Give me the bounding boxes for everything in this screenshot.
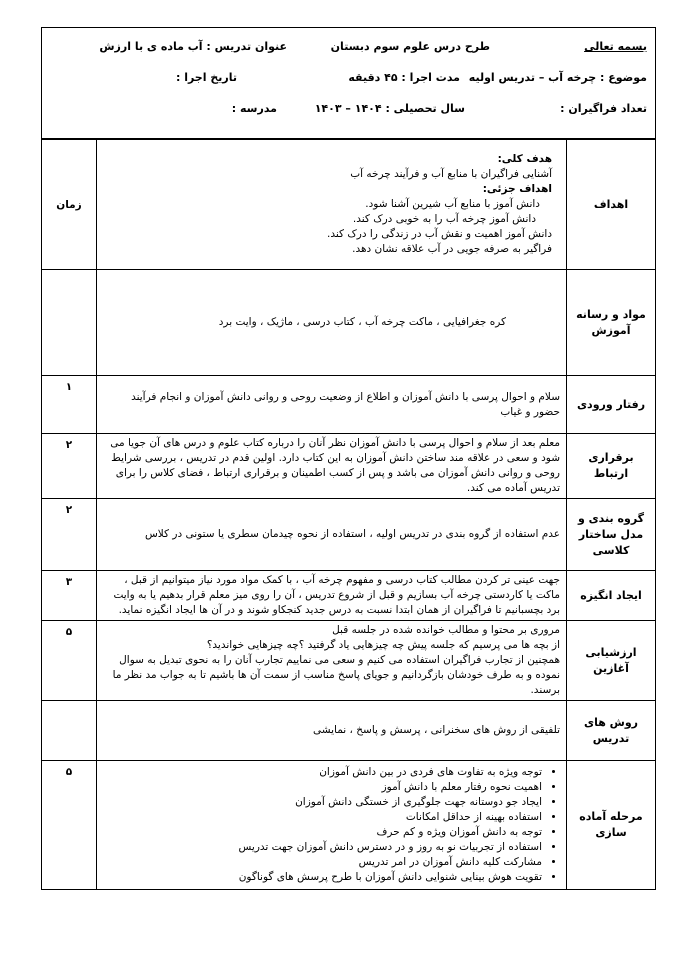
time-header: زمان (42, 140, 97, 270)
lesson-plan-frame (41, 27, 656, 890)
row-label: برقراری ارتباط (567, 434, 656, 499)
row-label: روش های تدریس (567, 701, 656, 761)
list-item: • توجه به دانش آموزان ویژه و کم حرف (103, 825, 542, 840)
table-row (42, 270, 655, 376)
row-label: ایجاد انگیزه (567, 571, 656, 621)
row-time: ۲ (42, 434, 97, 499)
entry-text: سلام و احوال پرسی با دانش آموزان و اطلاع از وضعیت روحی و روانی دانش آموزان و انجام فرآیند حضور و غیاب (97, 376, 567, 434)
rapport-text: معلم بعد از سلام و احوال پرسی با دانش آموزان نظر آنان را درباره کتاب علوم و درس های آن جویا می شود و سعی در علاقه مند ساختن دانش آموزان به این کتاب دارد. اولین قدم در تدریس ، بررسی شرایط روحی و روانی دانش آموزان می باشد و پس از کسب اطمینان و برقراری ارتباط ، فضای کلاس را برای تدریس آماده می کند. (97, 434, 567, 499)
table-row (42, 571, 655, 621)
list-item: • اهمیت نحوه رفتار معلم با دانش آموز (103, 780, 542, 795)
school-year: سال تحصیلی : ۱۴۰۴ – ۱۴۰۳ (314, 102, 465, 115)
row-label: گروه بندی و مدل ساختار کلاسی (567, 499, 656, 571)
table-row (42, 499, 655, 571)
partial-objective: دانش آموز چرخه آب را به خوبی درک کند. (352, 213, 536, 225)
preparation-content (97, 761, 567, 889)
row-label: مرحله آماده سازی (567, 761, 656, 889)
preparation-list (103, 765, 560, 885)
plan-title: طرح درس علوم سوم دبستان (330, 40, 490, 53)
table-row (42, 434, 655, 499)
materials-text: کره جغرافیایی ، ماکت چرخه آب ، کتاب درسی ، ماژیک ، وایت برد (97, 270, 567, 376)
row-label: ارزشیابی آغازین (567, 621, 656, 701)
methods-text: تلفیقی از روش های سخنرانی ، پرسش و پاسخ ، نمایشی (97, 701, 567, 761)
subject: موضوع : چرخه آب – تدریس اولیه (468, 71, 647, 84)
list-item: • مشارکت کلیه دانش آموزان در امر تدریس (103, 855, 542, 870)
execution-date: تاریخ اجرا : (175, 71, 237, 84)
bismillah: بسمه تعالی (584, 40, 647, 53)
list-item: • استفاده از تجربیات نو به روز و در دسترس دانش آموزان جهت تدریس (103, 840, 542, 855)
row-time: ۲ (42, 499, 97, 571)
row-time: ۵ (42, 621, 97, 701)
row-time: ۵ (42, 761, 97, 889)
duration: مدت اجرا : ۴۵ دقیقه (348, 71, 460, 84)
table-row (42, 701, 655, 761)
list-item: • استفاده بهینه از حداقل امکانات (103, 810, 542, 825)
grouping-text: عدم استفاده از گروه بندی در تدریس اولیه ، استفاده از نحوه چیدمان سطری یا ستونی در کلاس (97, 499, 567, 571)
lesson-plan-header (42, 28, 655, 139)
list-item: • ایجاد جو دوستانه جهت جلوگیری از خستگی دانش آموزان (103, 795, 542, 810)
table-row (42, 761, 655, 889)
row-label: رفتار ورودی (567, 376, 656, 434)
school-name: مدرسه : (231, 102, 277, 115)
partial-objective: فراگیر به صرفه جویی در آب علاقه نشان دهد. (352, 243, 552, 255)
list-item: • توجه ویژه به تفاوت های فردی در بین دانش آموزان (103, 765, 542, 780)
table-row (42, 376, 655, 434)
partial-objective: دانش آموز اهمیت و نقش آب در زندگی را درک کند. (327, 228, 552, 240)
general-objective-title: هدف کلی: (497, 153, 552, 165)
row-time: ۳ (42, 571, 97, 621)
lesson-plan-table (42, 139, 655, 889)
row-label: اهداف (567, 140, 656, 270)
row-time (42, 701, 97, 761)
objectives-content (97, 140, 567, 270)
initial-eval-text: مروری بر محتوا و مطالب خوانده شده در جلسه قبل از بچه ها می پرسیم که جلسه پیش چه چیزهایی یاد گرفتید ؟چه چیزهایی خواندید؟ همچنین از تجارب فراگیران استفاده می کنیم و سعی می نماییم تجارب آنان را به نحوی تبدیل به سوال نموده و به طرف خودشان بازگردانیم و جویای پاسخ مناسب از سمت آن ها باشیم تا به جواب مد نظر ما برسند. (97, 621, 567, 701)
partial-objectives-title: اهداف جزئی: (482, 183, 552, 195)
motivation-text: جهت عینی تر کردن مطالب کتاب درسی و مفهوم چرخه آب ، با کمک مواد مورد نیاز میتوانیم از قبل ، ماکت یا کاردستی چرخه آب بسازیم و قبل از شروع تدریس ، آن را روی میز معلم قرار بدهیم یا به وایت برد بچسبانیم تا فراگیران از همان ابتدا نسبت به درس جدید کنجکاو شوند و در آن ها ایجاد انگیزه نماید. (97, 571, 567, 621)
row-label: مواد و رسانه آموزش (567, 270, 656, 376)
table-row (42, 621, 655, 701)
topic-label: عنوان تدریس : آب ماده ی با ارزش (99, 40, 287, 53)
list-item: • تقویت هوش بینایی شنوایی دانش آموزان با طرح پرسش های گوناگون (103, 870, 542, 885)
table-row (42, 140, 655, 270)
partial-objective: دانش آموز با منابع آب شیرین آشنا شود. (365, 198, 540, 210)
general-objective-text: آشنایی فراگیران با منابع آب و فرآیند چرخه آب (350, 168, 552, 180)
learners-count: تعداد فراگیران : (560, 102, 647, 115)
row-time (42, 270, 97, 376)
row-time: ۱ (42, 376, 97, 434)
